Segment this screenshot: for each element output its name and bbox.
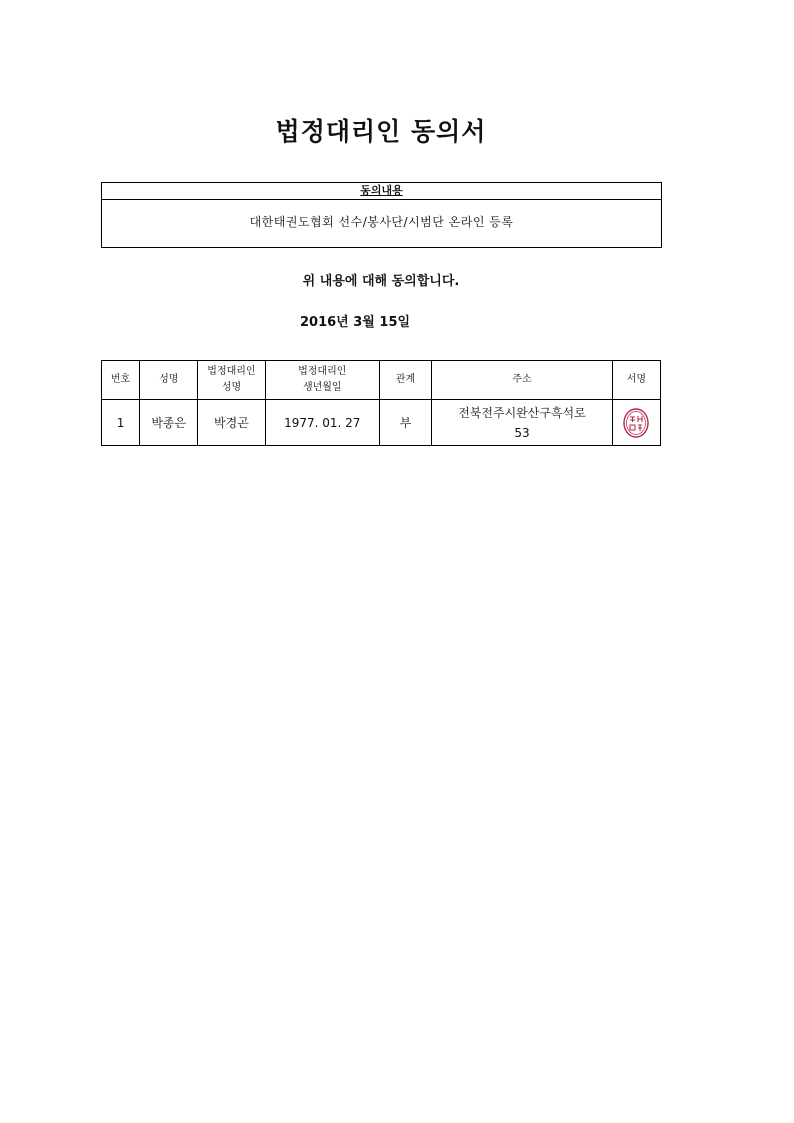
column-header-address: 주소 [432,361,613,400]
column-header-guardian-birth: 법정대리인 생년월일 [265,361,379,400]
consent-date: 2016년 3월 15일 [300,315,411,330]
column-header-signature: 서명 [612,361,660,400]
document-title: 법정대리인 동의서 [275,117,487,146]
consent-content: 대한태권도협회 선수/봉사단/시범단 온라인 등록 [249,215,514,229]
consent-header: 동의내용 [102,183,661,200]
agreement-statement: 위 내용에 대해 동의합니다. [302,274,460,289]
column-header-number: 번호 [102,361,140,400]
column-header-relation: 관계 [379,361,431,400]
cell-address: 전북전주시완산구흑석로 53 [432,400,613,446]
column-header-guardian-name: 법정대리인 성명 [198,361,265,400]
guardian-table [101,360,661,446]
cell-guardian-name: 박경곤 [198,400,265,446]
cell-relation: 부 [379,400,431,446]
consent-box [101,182,662,248]
table-row [102,400,661,446]
table-header-row [102,361,661,400]
column-header-name: 성명 [140,361,198,400]
seal-stamp-icon [623,408,649,438]
cell-guardian-birth: 1977. 01. 27 [265,400,379,446]
cell-signature [612,400,660,446]
cell-name: 박종은 [140,400,198,446]
cell-number: 1 [102,400,140,446]
